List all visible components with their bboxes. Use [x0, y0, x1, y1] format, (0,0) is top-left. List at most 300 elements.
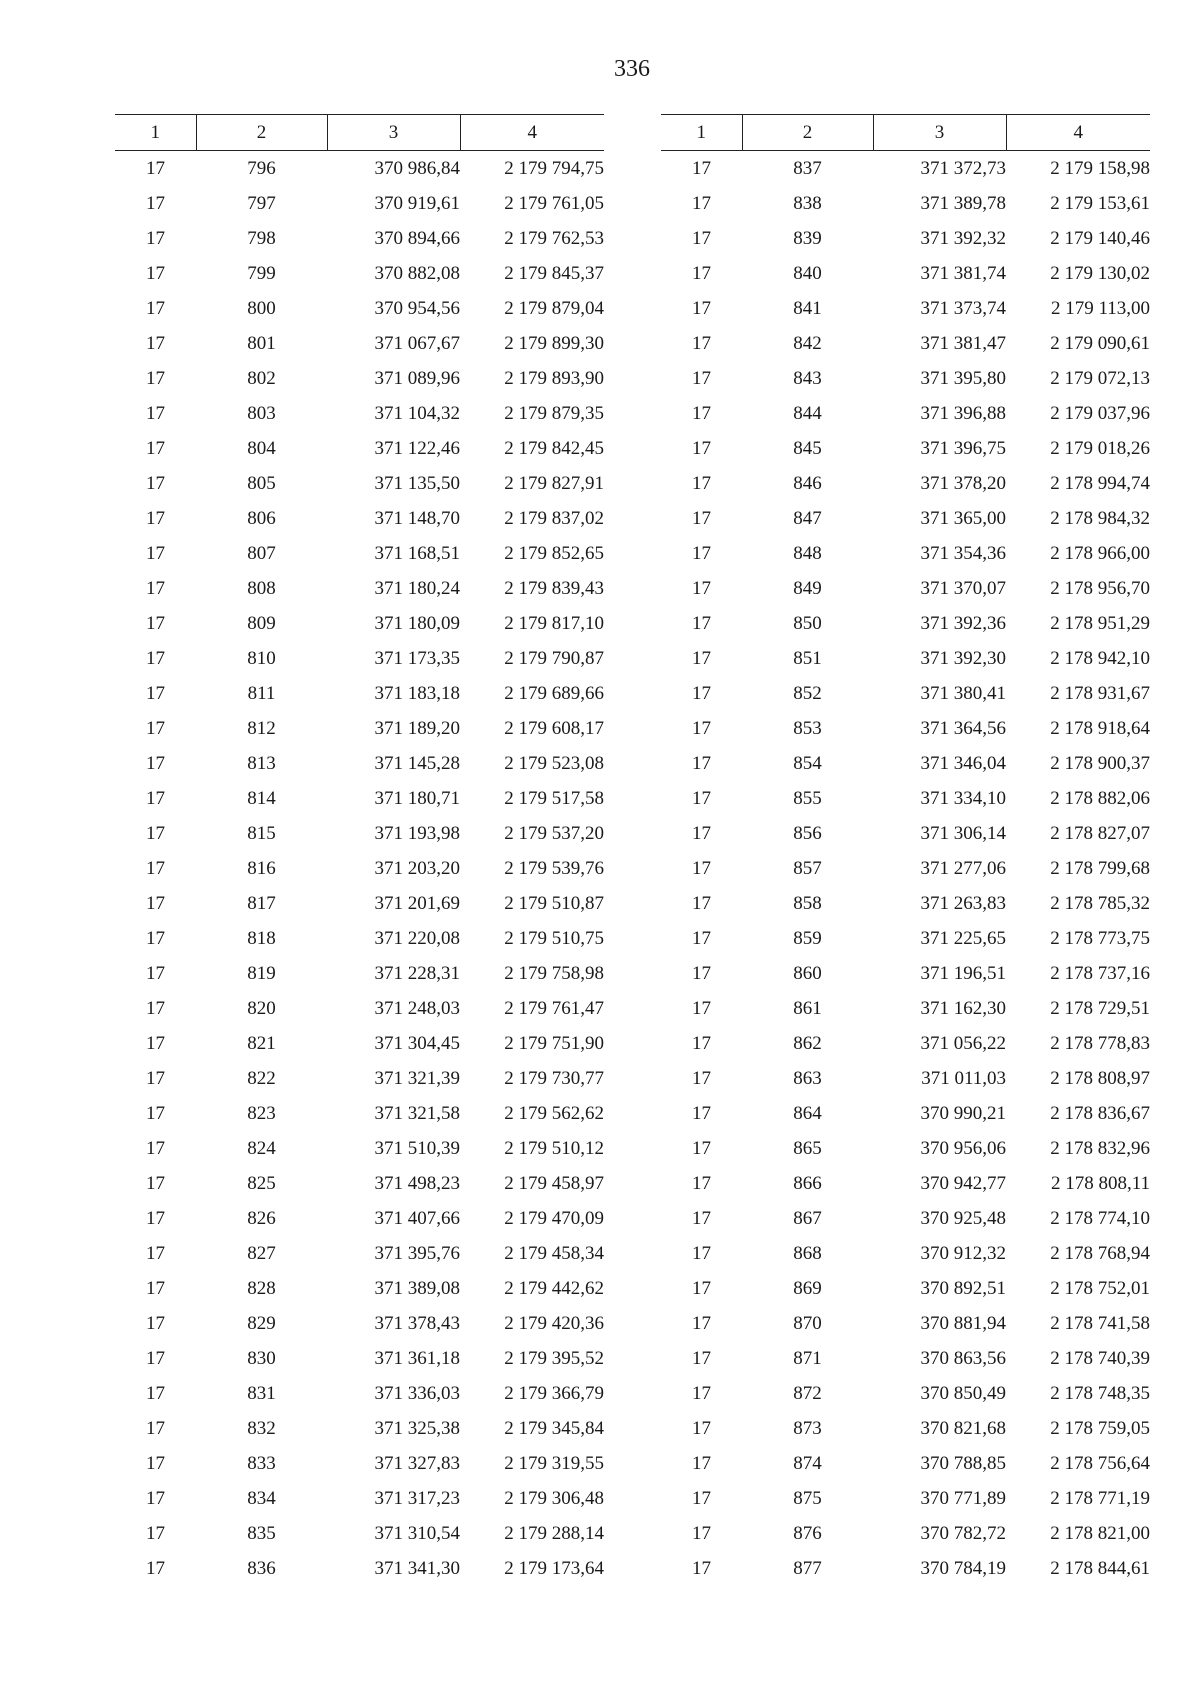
cell-y-coordinate: 2 179 288,14	[504, 1522, 604, 1544]
cell-y-coordinate: 2 178 759,05	[1050, 1417, 1150, 1439]
table-row	[661, 536, 1150, 571]
cell-x-coordinate: 371 395,76	[374, 1242, 460, 1264]
table-row	[115, 326, 604, 361]
cell-y-coordinate: 2 178 882,06	[1050, 787, 1150, 809]
cell-point-number: 841	[793, 297, 822, 319]
cell-point-number: 856	[793, 822, 822, 844]
cell-point-number: 813	[247, 752, 276, 774]
cell-zone: 17	[692, 787, 711, 809]
cell-x-coordinate: 370 782,72	[920, 1522, 1006, 1544]
cell-point-number: 848	[793, 542, 822, 564]
cell-y-coordinate: 2 178 994,74	[1050, 472, 1150, 494]
cell-zone: 17	[692, 892, 711, 914]
cell-point-number: 865	[793, 1137, 822, 1159]
cell-x-coordinate: 371 381,47	[920, 332, 1006, 354]
cell-y-coordinate: 2 179 751,90	[504, 1032, 604, 1054]
table-row	[115, 746, 604, 781]
cell-point-number: 847	[793, 507, 822, 529]
cell-point-number: 834	[247, 1487, 276, 1509]
cell-point-number: 837	[793, 157, 822, 179]
table-row	[115, 1236, 604, 1271]
cell-point-number: 822	[247, 1067, 276, 1089]
cell-zone: 17	[692, 612, 711, 634]
cell-y-coordinate: 2 178 808,97	[1050, 1067, 1150, 1089]
table-row	[661, 886, 1150, 921]
cell-point-number: 808	[247, 577, 276, 599]
cell-zone: 17	[692, 997, 711, 1019]
table-row	[661, 1516, 1150, 1551]
cell-x-coordinate: 371 510,39	[374, 1137, 460, 1159]
cell-point-number: 818	[247, 927, 276, 949]
cell-zone: 17	[146, 1312, 165, 1334]
cell-point-number: 821	[247, 1032, 276, 1054]
column-header-1: 1	[115, 115, 196, 151]
cell-zone: 17	[146, 612, 165, 634]
cell-point-number: 814	[247, 787, 276, 809]
cell-y-coordinate: 2 178 774,10	[1050, 1207, 1150, 1229]
cell-x-coordinate: 371 365,00	[920, 507, 1006, 529]
table-body-left	[115, 151, 604, 1587]
table-header-row	[115, 115, 604, 151]
cell-point-number: 807	[247, 542, 276, 564]
cell-y-coordinate: 2 179 517,58	[504, 787, 604, 809]
table-row	[661, 606, 1150, 641]
cell-x-coordinate: 371 148,70	[374, 507, 460, 529]
cell-x-coordinate: 371 334,10	[920, 787, 1006, 809]
cell-point-number: 857	[793, 857, 822, 879]
cell-zone: 17	[692, 542, 711, 564]
column-header-3: 3	[327, 115, 460, 151]
cell-x-coordinate: 370 956,06	[920, 1137, 1006, 1159]
cell-zone: 17	[146, 1032, 165, 1054]
cell-point-number: 802	[247, 367, 276, 389]
cell-x-coordinate: 371 277,06	[920, 857, 1006, 879]
cell-point-number: 839	[793, 227, 822, 249]
cell-x-coordinate: 371 220,08	[374, 927, 460, 949]
cell-x-coordinate: 371 396,75	[920, 437, 1006, 459]
table-row	[115, 186, 604, 221]
cell-x-coordinate: 371 304,45	[374, 1032, 460, 1054]
cell-point-number: 829	[247, 1312, 276, 1334]
cell-zone: 17	[692, 402, 711, 424]
cell-point-number: 809	[247, 612, 276, 634]
table-row	[661, 1061, 1150, 1096]
table-row	[661, 1341, 1150, 1376]
cell-zone: 17	[692, 1137, 711, 1159]
cell-point-number: 843	[793, 367, 822, 389]
cell-zone: 17	[146, 717, 165, 739]
cell-y-coordinate: 2 179 319,55	[504, 1452, 604, 1474]
cell-zone: 17	[146, 1102, 165, 1124]
cell-x-coordinate: 371 180,71	[374, 787, 460, 809]
cell-zone: 17	[692, 822, 711, 844]
cell-y-coordinate: 2 179 762,53	[504, 227, 604, 249]
table-row	[115, 291, 604, 326]
cell-zone: 17	[692, 962, 711, 984]
cell-point-number: 845	[793, 437, 822, 459]
cell-y-coordinate: 2 179 173,64	[504, 1557, 604, 1579]
cell-y-coordinate: 2 179 730,77	[504, 1067, 604, 1089]
table-row	[661, 221, 1150, 256]
cell-y-coordinate: 2 178 768,94	[1050, 1242, 1150, 1264]
cell-x-coordinate: 371 341,30	[374, 1557, 460, 1579]
table-row	[661, 781, 1150, 816]
cell-point-number: 833	[247, 1452, 276, 1474]
table-row	[115, 221, 604, 256]
cell-point-number: 874	[793, 1452, 822, 1474]
cell-zone: 17	[692, 1102, 711, 1124]
table-row	[661, 431, 1150, 466]
cell-zone: 17	[692, 1207, 711, 1229]
table-row	[115, 1376, 604, 1411]
cell-y-coordinate: 2 179 140,46	[1050, 227, 1150, 249]
cell-x-coordinate: 370 986,84	[374, 157, 460, 179]
cell-zone: 17	[692, 1347, 711, 1369]
cell-point-number: 817	[247, 892, 276, 914]
cell-point-number: 820	[247, 997, 276, 1019]
cell-y-coordinate: 2 178 832,96	[1050, 1137, 1150, 1159]
cell-zone: 17	[692, 1277, 711, 1299]
cell-x-coordinate: 371 310,54	[374, 1522, 460, 1544]
cell-x-coordinate: 371 392,32	[920, 227, 1006, 249]
cell-point-number: 875	[793, 1487, 822, 1509]
cell-y-coordinate: 2 179 839,43	[504, 577, 604, 599]
cell-point-number: 860	[793, 962, 822, 984]
table-row	[115, 886, 604, 921]
cell-x-coordinate: 371 392,30	[920, 647, 1006, 669]
table-row	[115, 641, 604, 676]
cell-point-number: 842	[793, 332, 822, 354]
cell-zone: 17	[146, 1347, 165, 1369]
cell-point-number: 812	[247, 717, 276, 739]
cell-x-coordinate: 371 370,07	[920, 577, 1006, 599]
cell-zone: 17	[146, 402, 165, 424]
column-header-1: 1	[661, 115, 742, 151]
cell-y-coordinate: 2 178 778,83	[1050, 1032, 1150, 1054]
cell-point-number: 806	[247, 507, 276, 529]
cell-x-coordinate: 371 168,51	[374, 542, 460, 564]
cell-point-number: 873	[793, 1417, 822, 1439]
cell-x-coordinate: 371 203,20	[374, 857, 460, 879]
cell-x-coordinate: 370 942,77	[920, 1172, 1006, 1194]
cell-point-number: 855	[793, 787, 822, 809]
table-row	[661, 921, 1150, 956]
cell-y-coordinate: 2 179 842,45	[504, 437, 604, 459]
cell-point-number: 859	[793, 927, 822, 949]
table-row	[661, 676, 1150, 711]
cell-zone: 17	[692, 227, 711, 249]
cell-y-coordinate: 2 179 153,61	[1050, 192, 1150, 214]
cell-zone: 17	[146, 1207, 165, 1229]
cell-x-coordinate: 371 361,18	[374, 1347, 460, 1369]
cell-zone: 17	[146, 1277, 165, 1299]
cell-zone: 17	[146, 1452, 165, 1474]
table-row	[661, 466, 1150, 501]
cell-x-coordinate: 371 389,78	[920, 192, 1006, 214]
table-row	[661, 396, 1150, 431]
cell-point-number: 850	[793, 612, 822, 634]
table-row	[661, 291, 1150, 326]
cell-x-coordinate: 370 925,48	[920, 1207, 1006, 1229]
cell-x-coordinate: 370 894,66	[374, 227, 460, 249]
cell-point-number: 867	[793, 1207, 822, 1229]
cell-x-coordinate: 371 122,46	[374, 437, 460, 459]
cell-y-coordinate: 2 179 420,36	[504, 1312, 604, 1334]
table-body-right	[661, 151, 1150, 1587]
cell-point-number: 825	[247, 1172, 276, 1194]
cell-y-coordinate: 2 178 799,68	[1050, 857, 1150, 879]
cell-y-coordinate: 2 179 608,17	[504, 717, 604, 739]
cell-y-coordinate: 2 178 956,70	[1050, 577, 1150, 599]
cell-x-coordinate: 371 396,88	[920, 402, 1006, 424]
cell-x-coordinate: 371 193,98	[374, 822, 460, 844]
cell-y-coordinate: 2 178 844,61	[1050, 1557, 1150, 1579]
table-row	[115, 431, 604, 466]
cell-y-coordinate: 2 178 729,51	[1050, 997, 1150, 1019]
cell-x-coordinate: 371 104,32	[374, 402, 460, 424]
cell-x-coordinate: 371 145,28	[374, 752, 460, 774]
cell-y-coordinate: 2 178 966,00	[1050, 542, 1150, 564]
cell-y-coordinate: 2 179 510,75	[504, 927, 604, 949]
cell-y-coordinate: 2 179 539,76	[504, 857, 604, 879]
cell-point-number: 838	[793, 192, 822, 214]
cell-y-coordinate: 2 179 899,30	[504, 332, 604, 354]
cell-zone: 17	[692, 717, 711, 739]
table-row	[115, 1411, 604, 1446]
table-row	[115, 1446, 604, 1481]
table-row	[661, 151, 1150, 187]
cell-x-coordinate: 371 364,56	[920, 717, 1006, 739]
cell-x-coordinate: 371 248,03	[374, 997, 460, 1019]
cell-x-coordinate: 371 372,73	[920, 157, 1006, 179]
cell-zone: 17	[146, 682, 165, 704]
table-row	[661, 956, 1150, 991]
cell-y-coordinate: 2 179 845,37	[504, 262, 604, 284]
column-header-2: 2	[742, 115, 873, 151]
cell-x-coordinate: 371 407,66	[374, 1207, 460, 1229]
cell-y-coordinate: 2 179 458,34	[504, 1242, 604, 1264]
table-row	[661, 1131, 1150, 1166]
cell-zone: 17	[692, 1382, 711, 1404]
cell-y-coordinate: 2 179 827,91	[504, 472, 604, 494]
table-row	[115, 1201, 604, 1236]
cell-zone: 17	[692, 752, 711, 774]
cell-x-coordinate: 371 196,51	[920, 962, 1006, 984]
cell-y-coordinate: 2 179 761,05	[504, 192, 604, 214]
table-row	[661, 1201, 1150, 1236]
cell-point-number: 836	[247, 1557, 276, 1579]
table-row	[661, 1306, 1150, 1341]
cell-y-coordinate: 2 179 837,02	[504, 507, 604, 529]
cell-y-coordinate: 2 178 951,29	[1050, 612, 1150, 634]
cell-point-number: 831	[247, 1382, 276, 1404]
cell-x-coordinate: 370 882,08	[374, 262, 460, 284]
cell-zone: 17	[146, 997, 165, 1019]
table-row	[661, 641, 1150, 676]
table-row	[661, 1236, 1150, 1271]
table-row	[115, 711, 604, 746]
cell-y-coordinate: 2 179 018,26	[1050, 437, 1150, 459]
cell-point-number: 853	[793, 717, 822, 739]
table-row	[115, 1166, 604, 1201]
cell-x-coordinate: 370 863,56	[920, 1347, 1006, 1369]
cell-y-coordinate: 2 178 942,10	[1050, 647, 1150, 669]
cell-y-coordinate: 2 179 817,10	[504, 612, 604, 634]
cell-y-coordinate: 2 178 900,37	[1050, 752, 1150, 774]
cell-x-coordinate: 371 354,36	[920, 542, 1006, 564]
cell-x-coordinate: 371 378,20	[920, 472, 1006, 494]
cell-y-coordinate: 2 179 893,90	[504, 367, 604, 389]
cell-y-coordinate: 2 179 345,84	[504, 1417, 604, 1439]
cell-x-coordinate: 371 180,24	[374, 577, 460, 599]
cell-zone: 17	[146, 577, 165, 599]
cell-y-coordinate: 2 178 741,58	[1050, 1312, 1150, 1334]
cell-x-coordinate: 371 381,74	[920, 262, 1006, 284]
cell-point-number: 827	[247, 1242, 276, 1264]
cell-y-coordinate: 2 179 761,47	[504, 997, 604, 1019]
cell-x-coordinate: 371 321,39	[374, 1067, 460, 1089]
cell-y-coordinate: 2 179 537,20	[504, 822, 604, 844]
table-row	[661, 1096, 1150, 1131]
cell-y-coordinate: 2 178 771,19	[1050, 1487, 1150, 1509]
cell-zone: 17	[146, 927, 165, 949]
cell-x-coordinate: 370 881,94	[920, 1312, 1006, 1334]
cell-zone: 17	[692, 262, 711, 284]
cell-zone: 17	[146, 1067, 165, 1089]
table-row	[115, 536, 604, 571]
table-row	[661, 571, 1150, 606]
cell-y-coordinate: 2 179 879,35	[504, 402, 604, 424]
cell-y-coordinate: 2 179 470,09	[504, 1207, 604, 1229]
cell-zone: 17	[146, 367, 165, 389]
cell-x-coordinate: 371 183,18	[374, 682, 460, 704]
cell-zone: 17	[692, 157, 711, 179]
cell-zone: 17	[692, 507, 711, 529]
cell-x-coordinate: 370 788,85	[920, 1452, 1006, 1474]
cell-zone: 17	[146, 1417, 165, 1439]
cell-point-number: 840	[793, 262, 822, 284]
column-header-3: 3	[873, 115, 1006, 151]
cell-zone: 17	[146, 297, 165, 319]
cell-x-coordinate: 370 821,68	[920, 1417, 1006, 1439]
cell-y-coordinate: 2 179 562,62	[504, 1102, 604, 1124]
cell-y-coordinate: 2 178 740,39	[1050, 1347, 1150, 1369]
table-header-row	[661, 115, 1150, 151]
table-row	[115, 396, 604, 431]
cell-zone: 17	[146, 332, 165, 354]
cell-y-coordinate: 2 179 523,08	[504, 752, 604, 774]
cell-point-number: 866	[793, 1172, 822, 1194]
table-row	[661, 991, 1150, 1026]
cell-x-coordinate: 371 173,35	[374, 647, 460, 669]
table-row	[661, 1271, 1150, 1306]
cell-zone: 17	[146, 647, 165, 669]
cell-point-number: 863	[793, 1067, 822, 1089]
cell-zone: 17	[146, 437, 165, 459]
cell-zone: 17	[146, 752, 165, 774]
cell-zone: 17	[692, 1487, 711, 1509]
table-row	[115, 1026, 604, 1061]
cell-x-coordinate: 371 306,14	[920, 822, 1006, 844]
cell-point-number: 849	[793, 577, 822, 599]
cell-zone: 17	[146, 507, 165, 529]
cell-x-coordinate: 370 771,89	[920, 1487, 1006, 1509]
cell-point-number: 798	[247, 227, 276, 249]
cell-y-coordinate: 2 179 879,04	[504, 297, 604, 319]
cell-y-coordinate: 2 178 756,64	[1050, 1452, 1150, 1474]
cell-x-coordinate: 370 912,32	[920, 1242, 1006, 1264]
cell-point-number: 824	[247, 1137, 276, 1159]
cell-point-number: 869	[793, 1277, 822, 1299]
table-row	[661, 186, 1150, 221]
table-row	[115, 1341, 604, 1376]
cell-point-number: 862	[793, 1032, 822, 1054]
cell-y-coordinate: 2 179 306,48	[504, 1487, 604, 1509]
cell-point-number: 797	[247, 192, 276, 214]
cell-point-number: 870	[793, 1312, 822, 1334]
cell-point-number: 852	[793, 682, 822, 704]
cell-y-coordinate: 2 179 037,96	[1050, 402, 1150, 424]
cell-zone: 17	[146, 892, 165, 914]
cell-x-coordinate: 370 919,61	[374, 192, 460, 214]
cell-x-coordinate: 371 201,69	[374, 892, 460, 914]
cell-x-coordinate: 371 056,22	[920, 1032, 1006, 1054]
cell-zone: 17	[692, 1242, 711, 1264]
cell-point-number: 828	[247, 1277, 276, 1299]
column-header-4: 4	[460, 115, 604, 151]
cell-y-coordinate: 2 178 827,07	[1050, 822, 1150, 844]
table-row	[661, 851, 1150, 886]
cell-zone: 17	[146, 1557, 165, 1579]
table-row	[115, 956, 604, 991]
table-row	[115, 1096, 604, 1131]
cell-y-coordinate: 2 179 366,79	[504, 1382, 604, 1404]
cell-x-coordinate: 371 325,38	[374, 1417, 460, 1439]
cell-y-coordinate: 2 178 984,32	[1050, 507, 1150, 529]
cell-zone: 17	[692, 647, 711, 669]
cell-zone: 17	[146, 1487, 165, 1509]
cell-point-number: 823	[247, 1102, 276, 1124]
cell-point-number: 844	[793, 402, 822, 424]
cell-point-number: 796	[247, 157, 276, 179]
cell-y-coordinate: 2 179 689,66	[504, 682, 604, 704]
table-row	[661, 1376, 1150, 1411]
cell-x-coordinate: 371 011,03	[921, 1067, 1006, 1089]
table-row	[661, 711, 1150, 746]
cell-x-coordinate: 371 067,67	[374, 332, 460, 354]
table-row	[115, 1061, 604, 1096]
table-row	[115, 606, 604, 641]
cell-x-coordinate: 370 784,19	[920, 1557, 1006, 1579]
cell-point-number: 872	[793, 1382, 822, 1404]
cell-x-coordinate: 371 180,09	[374, 612, 460, 634]
coordinates-table-right	[661, 114, 1150, 1586]
cell-x-coordinate: 371 263,83	[920, 892, 1006, 914]
cell-zone: 17	[692, 1032, 711, 1054]
cell-point-number: 858	[793, 892, 822, 914]
cell-zone: 17	[692, 682, 711, 704]
cell-y-coordinate: 2 178 737,16	[1050, 962, 1150, 984]
table-row	[115, 921, 604, 956]
cell-point-number: 846	[793, 472, 822, 494]
table-row	[115, 781, 604, 816]
table-row	[115, 256, 604, 291]
table-row	[661, 1551, 1150, 1586]
cell-x-coordinate: 370 850,49	[920, 1382, 1006, 1404]
cell-y-coordinate: 2 179 510,12	[504, 1137, 604, 1159]
cell-zone: 17	[146, 227, 165, 249]
column-header-4: 4	[1006, 115, 1150, 151]
